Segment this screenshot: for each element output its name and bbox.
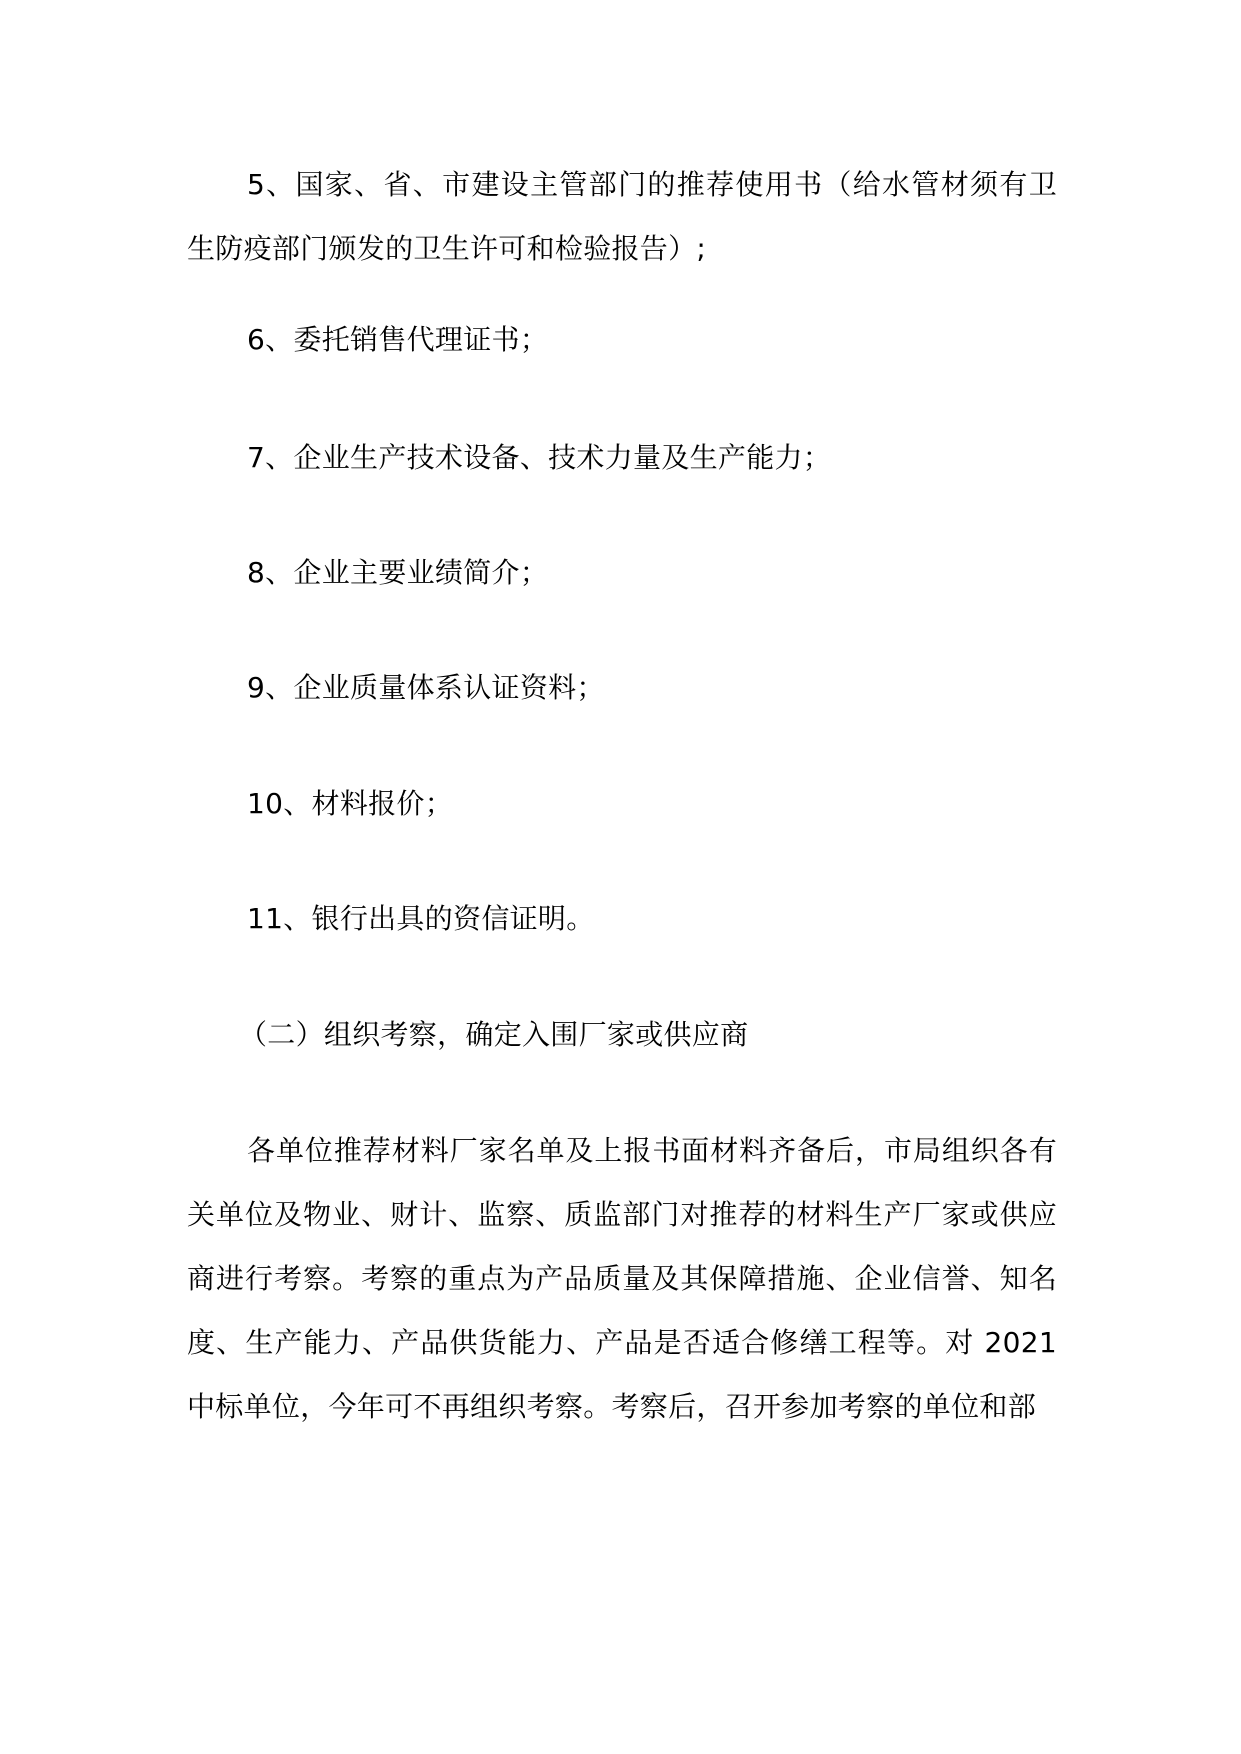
body-paragraph: 各单位推荐材料厂家名单及上报书面材料齐备后，市局组织各有关单位及物业、财计、监察、质监部门对推荐的材料生产厂家或供应商进行考察。考察的重点为产品质量及其保障措施、企业信誉、知名度、生产能力、产品供货能力、产品是否适合修缮工程等。对 2021 中标单位，今年可不再组织考察。考察后，召开参加考察的单位和部 — [187, 1134, 1057, 1423]
list-item-10: 10、材料报价； — [247, 787, 454, 820]
list-item-7: 7、企业生产技术设备、技术力量及生产能力； — [247, 441, 832, 474]
list-item-9: 9、企业质量体系认证资料； — [247, 671, 605, 704]
list-item-6: 6、委托销售代理证书； — [247, 323, 549, 356]
list-item-11: 11、银行出具的资信证明。 — [247, 902, 595, 935]
list-item-5: 5、国家、省、市建设主管部门的推荐使用书（给水管材须有卫生防疫部门颁发的卫生许可和检验报告）; — [187, 168, 1057, 265]
list-item-8: 8、企业主要业绩简介； — [247, 556, 549, 589]
section-heading: （二）组织考察，确定入围厂家或供应商 — [239, 1018, 749, 1051]
